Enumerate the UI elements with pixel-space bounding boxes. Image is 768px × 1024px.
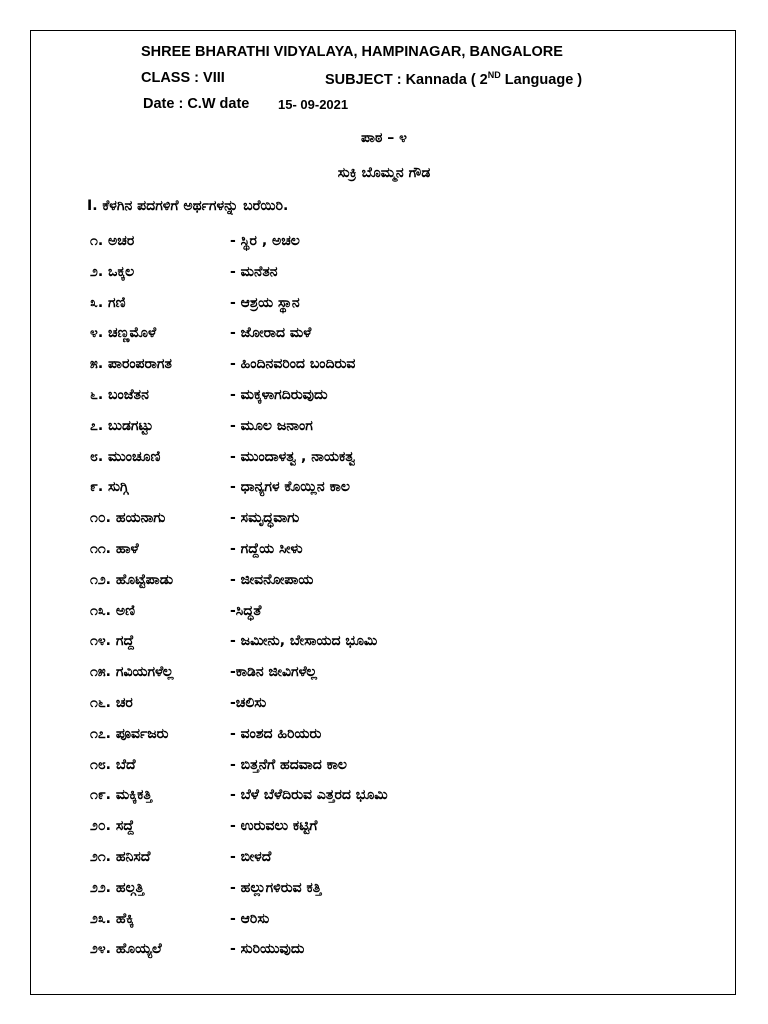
list-item xyxy=(86,507,726,538)
item-word: ೨೪. ಹೊಯ್ಯಲೆ xyxy=(90,941,162,958)
item-meaning: - ಮೂಲ ಜನಾಂಗ xyxy=(230,417,313,434)
item-meaning: - ಸುರಿಯುವುದು xyxy=(230,941,305,958)
item-word: ೨. ಒಕ್ಕಲ xyxy=(90,263,135,280)
subject-superscript: ND xyxy=(487,70,501,80)
item-word: ೧೯. ಮಕ್ಕಿಕತ್ತಿ xyxy=(90,787,152,804)
item-word: ೧೨. ಹೊಟ್ಟೆಪಾಡು xyxy=(90,571,174,588)
item-meaning: - ವಂಶದ ಹಿರಿಯರು xyxy=(230,725,322,742)
item-meaning: - ಮುಂದಾಳತ್ವ , ನಾಯಕತ್ವ xyxy=(230,448,356,465)
item-meaning: - ಸ್ಥಿರ , ಅಚಲ xyxy=(230,233,300,249)
item-word: ೫. ಪಾರಂಪರಾಗತ xyxy=(90,356,172,373)
list-item xyxy=(86,877,726,908)
item-meaning: - ಮನೆತನ xyxy=(230,263,278,280)
item-meaning: - ಮಕ್ಕಳಾಗದಿರುವುದು xyxy=(230,386,328,403)
list-item xyxy=(86,230,726,261)
item-word: ೧೬. ಚರ xyxy=(90,694,133,711)
item-word: ೬. ಬಂಜೆತನ xyxy=(90,386,149,403)
item-word: ೨೧. ಹನಿಸದೆ xyxy=(90,848,151,865)
list-item xyxy=(86,723,726,754)
item-meaning: - ಬಿತ್ತನೆಗೆ ಹದವಾದ ಕಾಲ xyxy=(230,756,347,773)
instruction: I. ಕೆಳಗಿನ ಪದಗಳಿಗೆ ಅರ್ಥಗಳನ್ನು ಬರೆಯಿರಿ. xyxy=(87,198,289,214)
list-item xyxy=(86,846,726,877)
item-meaning: - ಧಾನ್ಯಗಳ ಕೊಯ್ಲಿನ ಕಾಲ xyxy=(230,479,350,496)
item-meaning: - ಜೋರಾದ ಮಳೆ xyxy=(230,325,312,342)
list-item xyxy=(86,569,726,600)
list-item xyxy=(86,908,726,939)
lesson-title: ಸುಕ್ರಿ ಬೊಮ್ಮನ ಗೌಡ xyxy=(337,165,431,181)
subject-prefix: SUBJECT : Kannada ( 2 xyxy=(325,71,488,88)
item-word: ೧೭. ಪೂರ್ವಜರು xyxy=(90,725,169,742)
item-word: ೮. ಮುಂಚೂಣಿ xyxy=(90,448,161,465)
item-word: ೯. ಸುಗ್ಗಿ xyxy=(90,479,129,496)
item-word: ೩. ಗಣಿ xyxy=(90,294,126,311)
item-word: ೧೧. ಹಾಳೆ xyxy=(90,540,139,557)
item-meaning: - ಜಮೀನು, ಬೇಸಾಯದ ಭೂಮಿ xyxy=(230,633,378,650)
date-label: Date : C.W date xyxy=(143,96,250,112)
item-meaning: - ಆರಿಸು xyxy=(230,910,270,927)
item-word: ೪. ಚಣ್ಣಮೊಳೆ xyxy=(90,325,157,342)
item-meaning: - ಹಲ್ಲುಗಳಿರುವ ಕತ್ತಿ xyxy=(230,879,322,896)
list-item xyxy=(86,784,726,815)
list-item xyxy=(86,415,726,446)
list-item xyxy=(86,630,726,661)
item-meaning: - ಸಮೃದ್ಧವಾಗು xyxy=(230,510,300,527)
item-meaning: - ಹಿಂದಿನವರಿಂದ ಬಂದಿರುವ xyxy=(230,356,356,373)
list-item xyxy=(86,446,726,477)
item-word: ೧೮. ಬೆದೆ xyxy=(90,756,136,773)
item-word: ೧೪. ಗದ್ದೆ xyxy=(90,633,135,650)
item-word: ೨೩. ಹೆಕ್ಕಿ xyxy=(90,910,135,927)
list-item xyxy=(86,292,726,323)
list-item xyxy=(86,261,726,292)
list-item xyxy=(86,938,726,969)
subject-suffix: Language ) xyxy=(500,71,583,88)
list-item xyxy=(86,692,726,723)
list-item xyxy=(86,815,726,846)
item-meaning: -ಚಲಿಸು xyxy=(230,694,267,711)
list-item xyxy=(86,384,726,415)
class-label: CLASS : VIII xyxy=(141,70,225,86)
lesson-number: ಪಾಠ – ೪ xyxy=(361,130,407,146)
list-item xyxy=(86,476,726,507)
list-item xyxy=(86,322,726,353)
word-meaning-list xyxy=(86,230,726,969)
item-meaning: - ಆಶ್ರಯ ಸ್ಥಾನ xyxy=(230,294,300,311)
item-word: ೧೦. ಹಯನಾಗು xyxy=(90,510,166,527)
item-word: ೨೨. ಹಲ್ಗತ್ತಿ xyxy=(90,879,145,896)
item-meaning: - ಬೆಳೆ ಬೆಳೆದಿರುವ ಎತ್ತರದ ಭೂಮಿ xyxy=(230,787,388,804)
item-meaning: -ಕಾಡಿನ ಜೀವಿಗಳೆಲ್ಲ xyxy=(230,664,318,681)
list-item xyxy=(86,661,726,692)
item-word: ೧೩. ಅಣಿ xyxy=(90,602,136,619)
subject-label xyxy=(325,70,582,88)
item-meaning: - ಜೀವನೋಪಾಯ xyxy=(230,571,314,588)
item-meaning: -ಸಿದ್ಧತೆ xyxy=(230,602,262,619)
item-word: ೧. ಅಚರ xyxy=(90,233,135,249)
item-meaning: - ಉರುವಲು ಕಟ್ಟಿಗೆ xyxy=(230,818,318,835)
school-name: SHREE BHARATHI VIDYALAYA, HAMPINAGAR, BANGALORE xyxy=(141,44,563,60)
list-item xyxy=(86,600,726,631)
item-word: ೨೦. ಸದ್ದೆ xyxy=(90,818,135,835)
list-item xyxy=(86,538,726,569)
item-meaning: - ಬೀಳದೆ xyxy=(230,848,272,865)
item-meaning: - ಗದ್ದೆಯ ಸೀಳು xyxy=(230,540,303,557)
list-item xyxy=(86,353,726,384)
list-item xyxy=(86,754,726,785)
item-word: ೭. ಬುಡಗಟ್ಟು xyxy=(90,417,154,434)
item-word: ೧೫. ಗವಿಯಗಳೆಲ್ಲ xyxy=(90,664,174,681)
date-value: 15- 09-2021 xyxy=(278,97,349,112)
